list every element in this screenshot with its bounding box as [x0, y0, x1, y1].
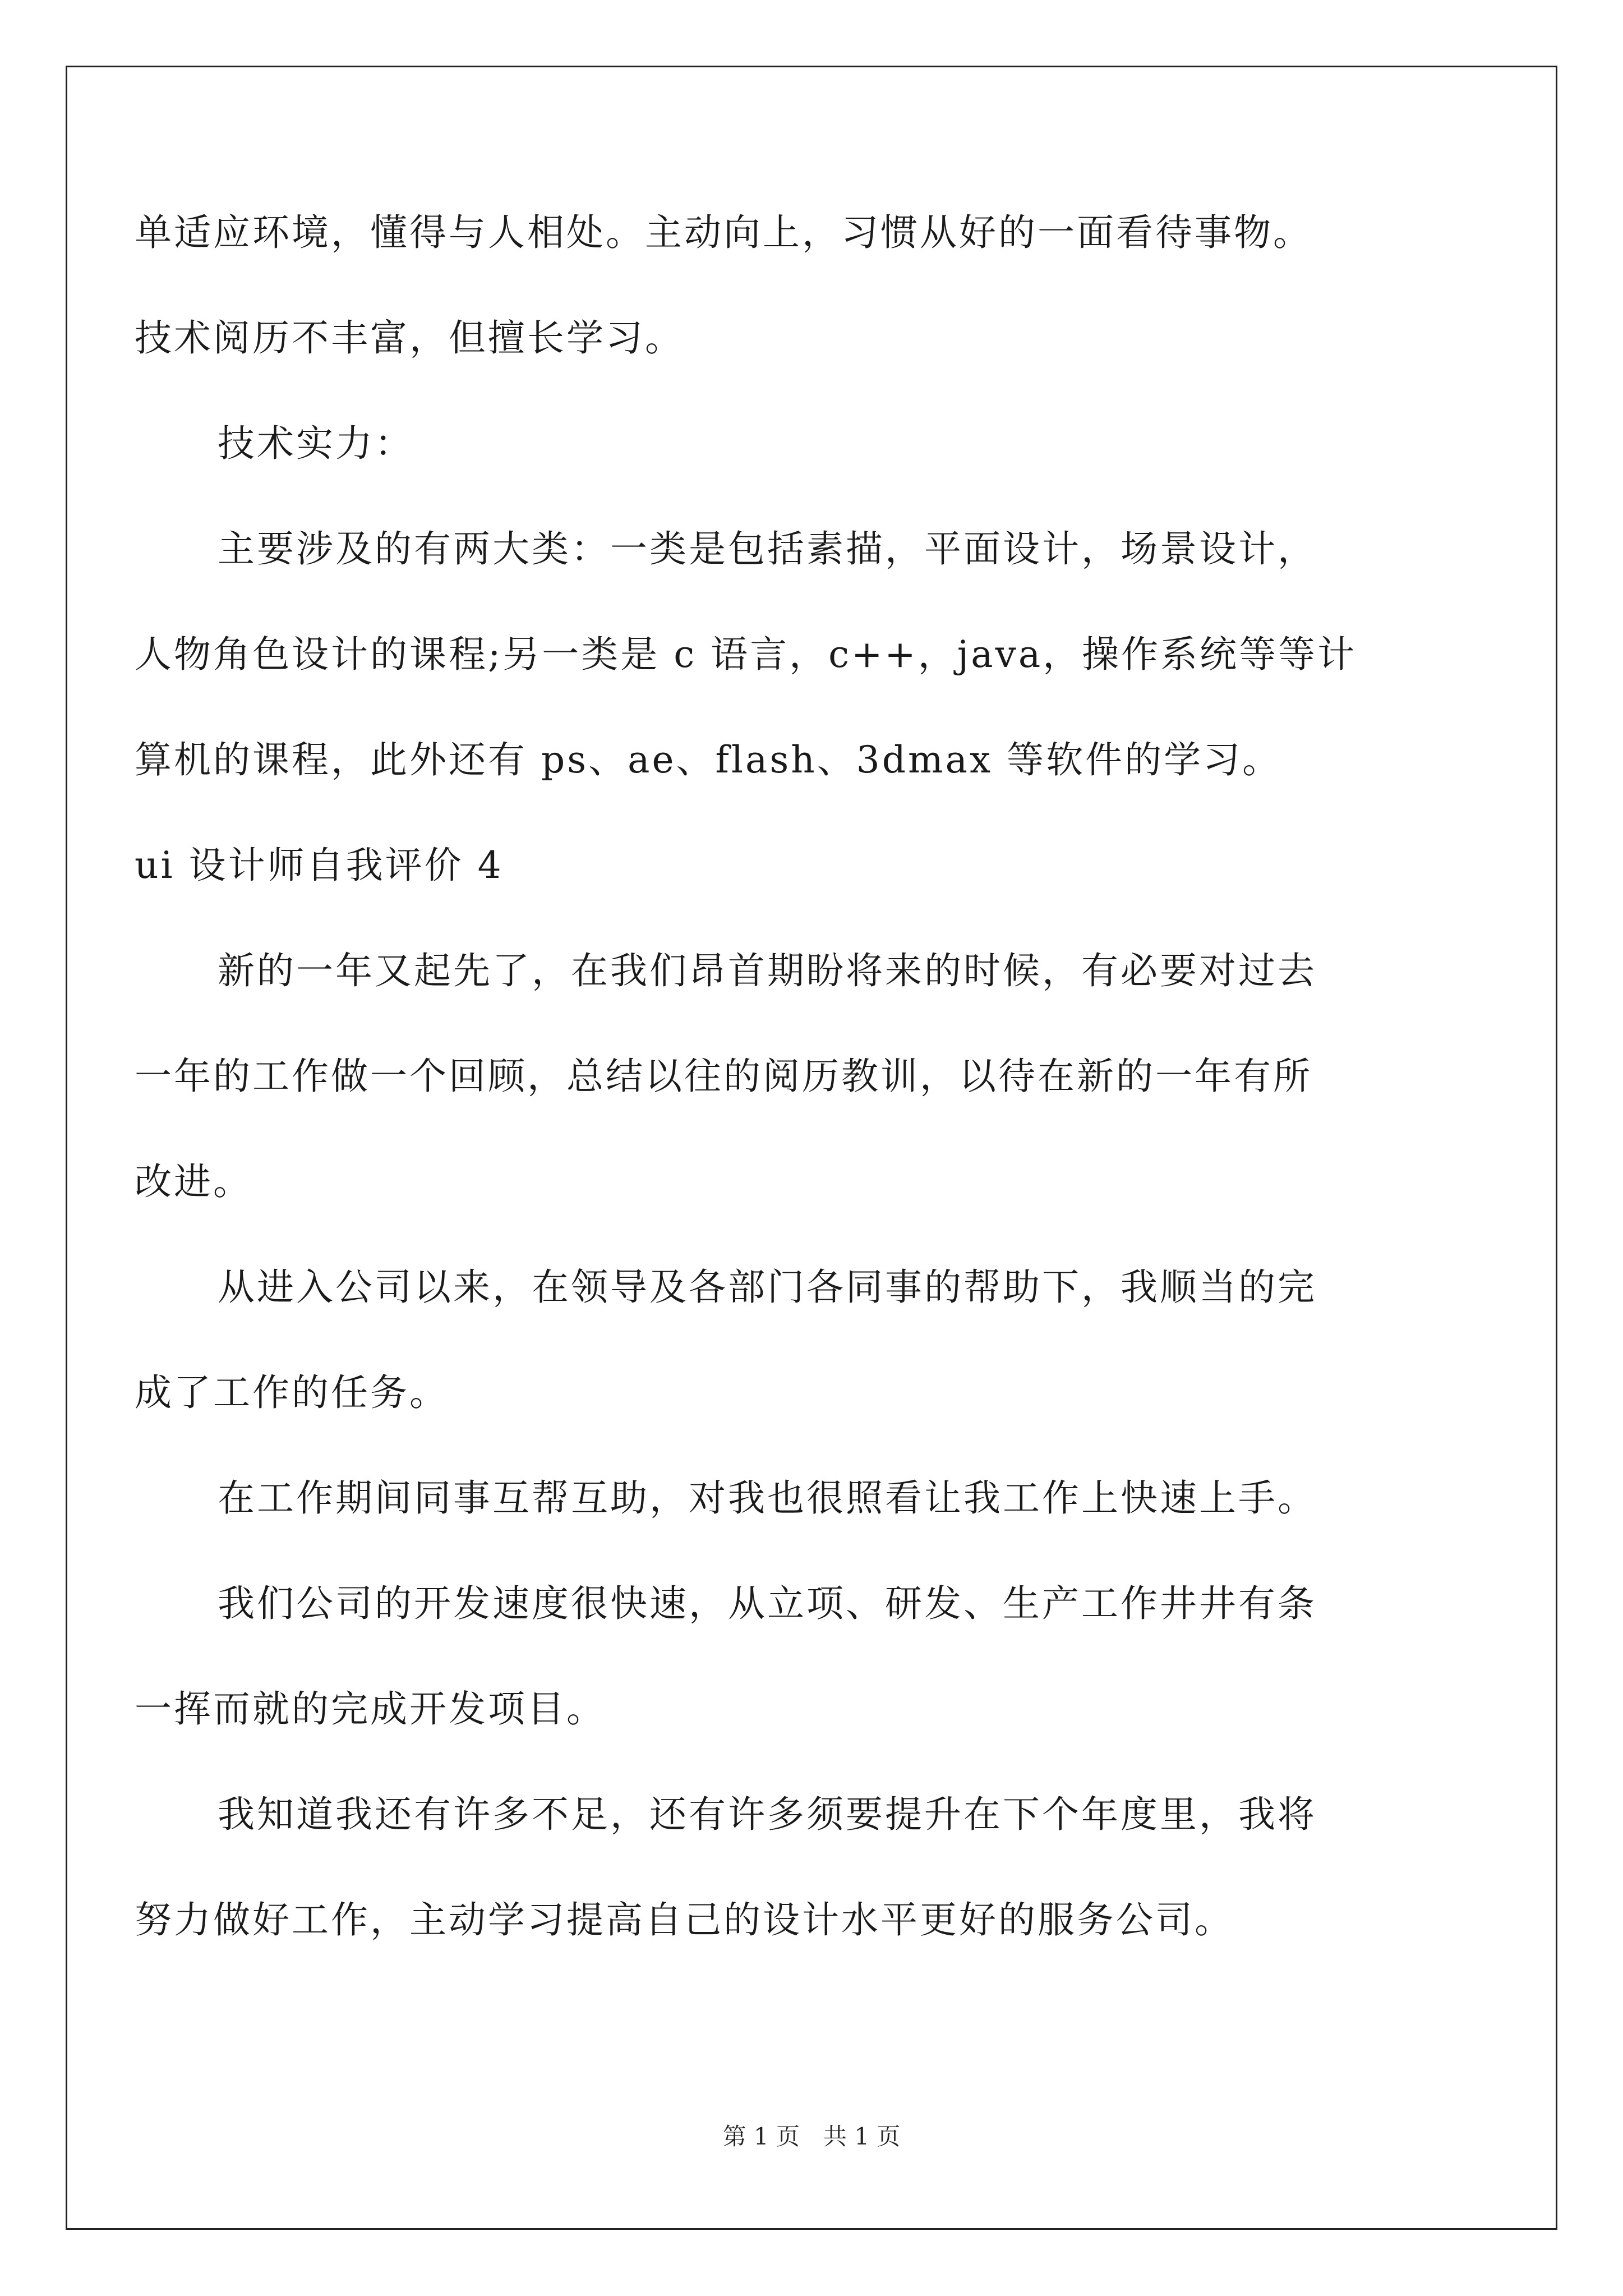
text-line: 算机的课程，此外还有 ps、ae、flash、3dmax 等软件的学习。	[135, 738, 1282, 781]
text-line: 我们公司的开发速度很快速，从立项、研发、生产工作井井有条	[218, 1582, 1317, 1625]
section-title: ui 设计师自我评价 4	[135, 844, 504, 887]
text-line: 成了工作的任务。	[135, 1371, 449, 1414]
text-line: 努力做好工作，主动学习提高自己的设计水平更好的服务公司。	[135, 1898, 1234, 1941]
text-line: 一挥而就的完成开发项目。	[135, 1687, 606, 1731]
text-line: 技术阅历不丰富，但擅长学习。	[135, 316, 684, 360]
page-number-footer: 第 1 页 共 1 页	[722, 2123, 901, 2150]
text-line: 主要涉及的有两大类：一类是包括素描，平面设计，场景设计，	[218, 527, 1317, 570]
text-line: 新的一年又起先了，在我们昂首期盼将来的时候，有必要对过去	[218, 949, 1317, 992]
text-line: 改进。	[135, 1160, 252, 1203]
text-line: 从进入公司以来，在领导及各部门各同事的帮助下，我顺当的完	[218, 1266, 1317, 1309]
text-line: 单适应环境，懂得与人相处。主动向上，习惯从好的一面看待事物。	[135, 211, 1312, 254]
text-line: 人物角色设计的课程;另一类是 c 语言，c++，java，操作系统等等计	[135, 633, 1357, 676]
text-line: 我知道我还有许多不足，还有许多须要提升在下个年度里，我将	[218, 1793, 1317, 1836]
text-line: 在工作期间同事互帮互助，对我也很照看让我工作上快速上手。	[218, 1476, 1317, 1520]
section-heading-skills: 技术实力：	[218, 422, 414, 465]
text-line: 一年的工作做一个回顾，总结以往的阅历教训，以待在新的一年有所	[135, 1055, 1312, 1098]
